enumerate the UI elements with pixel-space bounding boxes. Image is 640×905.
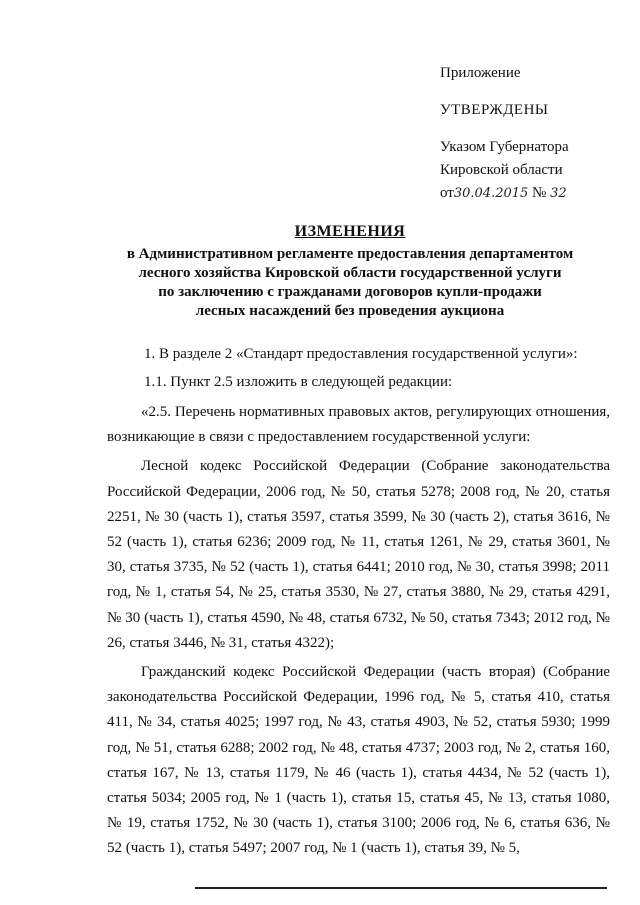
- date-prefix: от: [440, 185, 454, 201]
- document-title: [80, 222, 620, 321]
- appendix-label: Приложение: [440, 65, 521, 81]
- body-text: [107, 400, 610, 862]
- title-line: по заключению с гражданами договоров купли-продажи: [158, 284, 542, 300]
- title-line: лесного хозяйства Кировской области государственной услуги: [138, 265, 562, 281]
- handwritten-date: 30.04.2015: [453, 186, 529, 201]
- title-heading: ИЗМЕНЕНИЯ: [294, 223, 406, 240]
- paragraph-forest-code: Лесной кодекс Российской Федерации (Собрание законодательства Российской Федерации, 2006 год, № 50, статья 5278; 2008 год, № 20, статья 2251, № 30 (часть 1), статья 3597, статья 3599, № 30 (часть 2), статья 3616, № 52 (часть 1), статья 6236; 2009 год, № 11, статья 1261, № 29, статья 3601, № 30, статья 3735, № 52 (часть 1), статья 6441; 2010 год, № 30, статья 3998; 2011 год, № 1, статья 54, № 25, статья 3530, № 27, статья 3880, № 29, статья 4291, № 30 (часть 1), статья 4590, № 48, статья 6732, № 50, статья 7343; 2012 год, № 26, статья 3446, № 31, статья 4322);: [107, 458, 610, 651]
- decree-label: Указом Губернатора: [440, 139, 569, 155]
- paragraph-section-1: 1. В разделе 2 «Стандарт предоставления государственной услуги»:: [144, 346, 578, 362]
- region-label: Кировской области: [440, 162, 563, 178]
- body-top: [110, 340, 610, 396]
- handwritten-number: 32: [550, 186, 567, 201]
- title-line: в Административном регламенте предоставления департаментом: [126, 246, 574, 262]
- number-sign: №: [532, 185, 547, 201]
- footer-rule: [195, 887, 607, 889]
- approved-label: УТВЕРЖДЕНЫ: [440, 102, 549, 118]
- paragraph-item-1-1: 1.1. Пункт 2.5 изложить в следующей редакции:: [144, 374, 453, 390]
- paragraph-civil-code: Гражданский кодекс Российской Федерации (часть вторая) (Собрание законодательства Российской Федерации, 1996 год, № 5, статья 410, статья 411, № 34, статья 4025; 1997 год, № 43, статья 4903, № 52, статья 5930; 1999 год, № 51, статья 6288; 2002 год, № 48, статья 4737; 2003 год, № 2, статья 160, статья 167, № 13, статья 1179, № 46 (часть 1), статья 4434, № 52 (часть 1), статья 5034; 2005 год, № 1 (часть 1), статья 15, статья 45, № 13, статья 1080, № 19, статья 1752, № 30 (часть 1), статья 3100; 2006 год, № 6, статья 636, № 52 (часть 1), статья 5497; 2007 год, № 1 (часть 1), статья 39, № 5,: [107, 664, 610, 857]
- title-line: лесных насаждений без проведения аукциона: [195, 303, 505, 319]
- decree-date-line: [440, 182, 630, 205]
- paragraph-2-5: «2.5. Перечень нормативных правовых актов, регулирующих отношения, возникающие в связи с предоставлением государственной услуги:: [107, 404, 610, 446]
- approval-stamp: [440, 62, 630, 205]
